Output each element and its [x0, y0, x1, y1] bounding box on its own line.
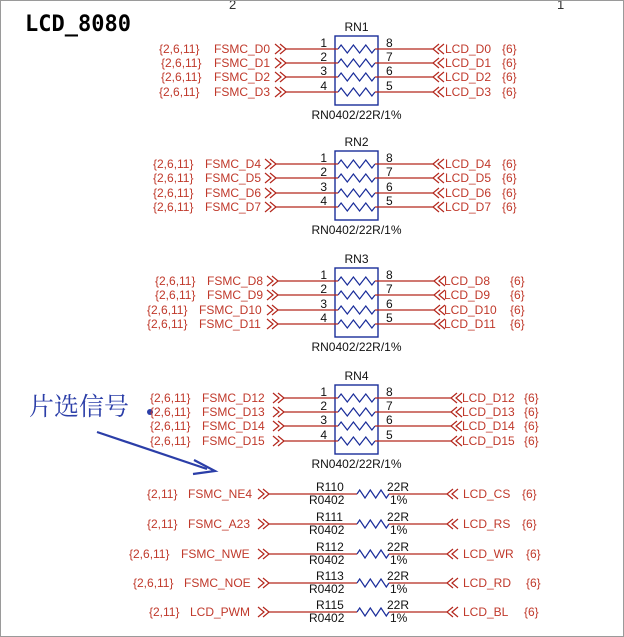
pin-number: 5 — [386, 311, 393, 325]
resistor-element — [338, 45, 375, 53]
net-page-ref: {2,6,11} — [159, 42, 200, 56]
resistor-element — [338, 437, 375, 445]
pin-number: 6 — [386, 413, 393, 427]
net-page-ref: {6} — [524, 605, 539, 619]
net-label-right: LCD_D3 — [445, 85, 492, 99]
pin-number: 1 — [320, 385, 327, 399]
resistor-value: 22R — [387, 540, 410, 554]
net-page-ref: {6} — [526, 547, 541, 561]
input-port-flag — [258, 519, 264, 529]
net-page-ref: {2,6,11} — [153, 157, 194, 171]
network-part-number: RN0402/22R/1% — [311, 457, 402, 471]
net-page-ref: {2,6,11} — [150, 391, 191, 405]
input-port-flag — [267, 305, 273, 315]
resistor-element — [357, 550, 389, 558]
resistor-designator: R113 — [316, 569, 344, 583]
resistor-network-rn2 — [153, 135, 517, 237]
resistor-value: 22R — [387, 569, 410, 583]
pin-number: 8 — [386, 268, 393, 282]
input-port-flag — [273, 407, 279, 417]
net-page-ref: {6} — [526, 576, 541, 590]
net-page-ref: {6} — [522, 517, 537, 531]
net-page-ref: {2,6,11} — [161, 70, 202, 84]
resistor-tolerance: 1% — [390, 523, 408, 537]
net-label-right: LCD_D11 — [444, 317, 496, 331]
resistor-package: R0402 — [309, 523, 345, 537]
net-label-left: FSMC_A23 — [188, 517, 251, 531]
pin-number: 3 — [320, 297, 327, 311]
pin-number: 6 — [386, 180, 393, 194]
resistor-package: R0402 — [309, 582, 345, 596]
schematic-canvas — [1, 1, 623, 636]
resistor-r115 — [149, 598, 539, 625]
net-label-right: LCD_BL — [463, 605, 509, 619]
resistor-element — [338, 73, 375, 81]
output-port-flag — [438, 58, 444, 68]
pin-number: 6 — [386, 64, 393, 78]
net-label-left: FSMC_D14 — [202, 419, 265, 433]
net-label-left: FSMC_D13 — [202, 405, 265, 419]
net-label-left: FSMC_NOE — [184, 576, 251, 590]
chip-select-annotation: 片选信号 — [29, 392, 130, 421]
resistor-r113 — [133, 569, 541, 596]
net-label-left: FSMC_D2 — [214, 70, 271, 84]
output-port-flag — [452, 519, 458, 529]
net-page-ref: {6} — [510, 303, 525, 317]
net-page-ref: {2,6,11} — [150, 434, 191, 448]
net-label-left: FSMC_D3 — [214, 85, 271, 99]
resistor-designator: R115 — [316, 598, 344, 612]
net-label-left: FSMC_D8 — [207, 274, 264, 288]
network-part-number: RN0402/22R/1% — [311, 108, 402, 122]
net-label-right: LCD_D1 — [445, 56, 492, 70]
output-port-flag — [438, 202, 444, 212]
resistor-package: R0402 — [309, 611, 345, 625]
grid-number-left: 2 — [229, 1, 237, 12]
pin-number: 6 — [386, 297, 393, 311]
output-port-flag — [452, 489, 458, 499]
net-page-ref: {2,6,11} — [153, 200, 194, 214]
net-page-ref: {6} — [502, 171, 517, 185]
resistor-value: 22R — [387, 510, 410, 524]
output-port-flag — [438, 188, 444, 198]
net-page-ref: {6} — [502, 56, 517, 70]
network-designator: RN1 — [344, 20, 369, 34]
pin-number: 1 — [320, 268, 327, 282]
input-port-flag — [275, 44, 281, 54]
resistor-tolerance: 1% — [390, 582, 408, 596]
sheet-title: LCD_8080 — [25, 12, 131, 37]
net-label-left: FSMC_D9 — [207, 288, 264, 302]
resistor-element — [338, 160, 375, 168]
pin-number: 7 — [386, 399, 393, 413]
resistor-network-rn1 — [159, 20, 517, 122]
net-label-left: FSMC_D5 — [205, 171, 262, 185]
output-port-flag — [438, 159, 444, 169]
net-label-right: LCD_CS — [463, 487, 511, 501]
net-page-ref: {2,6,11} — [129, 547, 170, 561]
net-page-ref: {2,6,11} — [147, 303, 188, 317]
net-label-left: FSMC_D1 — [214, 56, 271, 70]
net-page-ref: {2,11} — [147, 487, 178, 501]
pin-number: 4 — [320, 194, 327, 208]
pin-number: 8 — [386, 385, 393, 399]
input-port-flag — [265, 188, 271, 198]
output-port-flag — [438, 44, 444, 54]
resistor-value: 22R — [387, 480, 410, 494]
resistor-element — [338, 394, 375, 402]
net-page-ref: {6} — [522, 487, 537, 501]
output-port-flag — [452, 578, 458, 588]
output-port-flag — [438, 87, 444, 97]
net-label-right: LCD_D13 — [462, 405, 515, 419]
net-page-ref: {6} — [510, 288, 525, 302]
resistor-package: R0402 — [309, 553, 345, 567]
input-port-flag — [258, 607, 264, 617]
net-page-ref: {2,6,11} — [159, 85, 200, 99]
net-page-ref: {2,6,11} — [150, 405, 191, 419]
network-part-number: RN0402/22R/1% — [311, 340, 402, 354]
output-port-flag — [438, 173, 444, 183]
input-port-flag — [267, 319, 273, 329]
input-port-flag — [275, 58, 281, 68]
resistor-network-rn4 — [150, 369, 539, 471]
output-port-flag — [452, 549, 458, 559]
resistor-r112 — [129, 540, 541, 567]
net-label-left: FSMC_D10 — [199, 303, 262, 317]
output-port-flag — [452, 607, 458, 617]
resistor-element — [357, 520, 389, 528]
net-label-right: LCD_D9 — [444, 288, 491, 302]
network-part-number: RN0402/22R/1% — [311, 223, 402, 237]
resistor-tolerance: 1% — [390, 493, 408, 507]
pin-number: 4 — [320, 428, 327, 442]
net-page-ref: {2,6,11} — [153, 171, 194, 185]
resistor-element — [338, 174, 375, 182]
resistor-package: R0402 — [309, 493, 345, 507]
resistor-element — [357, 608, 389, 616]
net-page-ref: {6} — [524, 419, 539, 433]
net-page-ref: {6} — [524, 405, 539, 419]
resistor-element — [338, 408, 375, 416]
input-port-flag — [258, 578, 264, 588]
net-label-right: LCD_D7 — [445, 200, 492, 214]
input-port-flag — [275, 87, 281, 97]
net-page-ref: {2,6,11} — [155, 288, 196, 302]
pin-number: 3 — [320, 64, 327, 78]
input-port-flag — [267, 276, 273, 286]
resistor-element — [338, 59, 375, 67]
net-page-ref: {2,6,11} — [161, 56, 202, 70]
net-page-ref: {6} — [502, 70, 517, 84]
pin-number: 2 — [320, 282, 327, 296]
network-designator: RN2 — [344, 135, 369, 149]
input-port-flag — [258, 489, 264, 499]
resistor-network-rn3 — [147, 252, 525, 354]
net-label-right: LCD_D10 — [444, 303, 497, 317]
pin-number: 3 — [320, 180, 327, 194]
net-label-left: FSMC_NE4 — [188, 487, 253, 501]
net-label-left: LCD_PWM — [190, 605, 251, 619]
network-designator: RN3 — [344, 252, 369, 266]
resistor-tolerance: 1% — [390, 553, 408, 567]
resistor-element — [338, 422, 375, 430]
resistor-element — [338, 88, 375, 96]
pin-number: 7 — [386, 165, 393, 179]
pin-number: 4 — [320, 311, 327, 325]
resistor-designator: R112 — [316, 540, 344, 554]
resistor-element — [338, 189, 375, 197]
pin-number: 2 — [320, 50, 327, 64]
net-label-right: LCD_RS — [463, 517, 511, 531]
input-port-flag — [265, 202, 271, 212]
resistor-element — [338, 320, 375, 328]
pin-number: 2 — [320, 165, 327, 179]
net-label-right: LCD_D5 — [445, 171, 492, 185]
output-port-flag — [438, 72, 444, 82]
resistor-element — [338, 203, 375, 211]
resistor-group — [129, 480, 541, 625]
net-label-right: LCD_D12 — [462, 391, 515, 405]
input-port-flag — [273, 393, 279, 403]
input-port-flag — [273, 436, 279, 446]
input-port-flag — [275, 72, 281, 82]
grid-number-right: 1 — [557, 1, 565, 12]
net-page-ref: {2,6,11} — [153, 186, 194, 200]
net-label-right: LCD_WR — [463, 547, 514, 561]
net-label-right: LCD_D4 — [445, 157, 492, 171]
net-page-ref: {2,6,11} — [155, 274, 196, 288]
resistor-element — [338, 291, 375, 299]
pin-number: 1 — [320, 151, 327, 165]
pin-number: 7 — [386, 282, 393, 296]
net-page-ref: {6} — [510, 317, 525, 331]
network-designator: RN4 — [344, 369, 369, 383]
pin-number: 7 — [386, 50, 393, 64]
net-page-ref: {2,6,11} — [133, 576, 174, 590]
net-label-left: FSMC_D11 — [199, 317, 261, 331]
resistor-element — [338, 306, 375, 314]
resistor-element — [357, 579, 389, 587]
net-page-ref: {6} — [502, 157, 517, 171]
net-label-right: LCD_D14 — [462, 419, 515, 433]
net-page-ref: {2,11} — [149, 605, 180, 619]
net-page-ref: {6} — [502, 42, 517, 56]
resistor-element — [338, 277, 375, 285]
net-label-right: LCD_D15 — [462, 434, 515, 448]
input-port-flag — [265, 173, 271, 183]
input-port-flag — [267, 290, 273, 300]
net-label-left: FSMC_D15 — [202, 434, 265, 448]
resistor-designator: R110 — [316, 480, 344, 494]
input-port-flag — [273, 421, 279, 431]
net-label-left: FSMC_D6 — [205, 186, 262, 200]
resistor-r111 — [147, 510, 537, 537]
net-page-ref: {6} — [524, 391, 539, 405]
net-label-right: LCD_D0 — [445, 42, 492, 56]
net-page-ref: {6} — [524, 434, 539, 448]
resistor-network-group — [147, 20, 539, 471]
pin-number: 5 — [386, 79, 393, 93]
net-label-left: FSMC_D0 — [214, 42, 271, 56]
net-label-left: FSMC_D4 — [205, 157, 262, 171]
pin-number: 3 — [320, 413, 327, 427]
input-port-flag — [258, 549, 264, 559]
net-page-ref: {6} — [502, 200, 517, 214]
net-page-ref: {2,6,11} — [150, 419, 191, 433]
resistor-element — [357, 490, 389, 498]
pin-number: 8 — [386, 151, 393, 165]
resistor-tolerance: 1% — [390, 611, 408, 625]
net-label-left: FSMC_NWE — [181, 547, 250, 561]
net-label-right: LCD_RD — [463, 576, 512, 590]
resistor-value: 22R — [387, 598, 410, 612]
input-port-flag — [265, 159, 271, 169]
net-label-left: FSMC_D7 — [205, 200, 262, 214]
pin-number: 8 — [386, 36, 393, 50]
net-label-right: LCD_D6 — [445, 186, 492, 200]
net-label-left: FSMC_D12 — [202, 391, 265, 405]
resistor-designator: R111 — [316, 510, 343, 524]
net-page-ref: {2,11} — [147, 517, 178, 531]
pin-number: 4 — [320, 79, 327, 93]
pin-number: 1 — [320, 36, 327, 50]
net-page-ref: {2,6,11} — [147, 317, 188, 331]
net-label-right: LCD_D8 — [444, 274, 491, 288]
net-page-ref: {6} — [502, 186, 517, 200]
net-label-right: LCD_D2 — [445, 70, 492, 84]
resistor-r110 — [147, 480, 537, 507]
pin-number: 5 — [386, 194, 393, 208]
net-page-ref: {6} — [502, 85, 517, 99]
pin-number: 2 — [320, 399, 327, 413]
pin-number: 5 — [386, 428, 393, 442]
net-page-ref: {6} — [510, 274, 525, 288]
